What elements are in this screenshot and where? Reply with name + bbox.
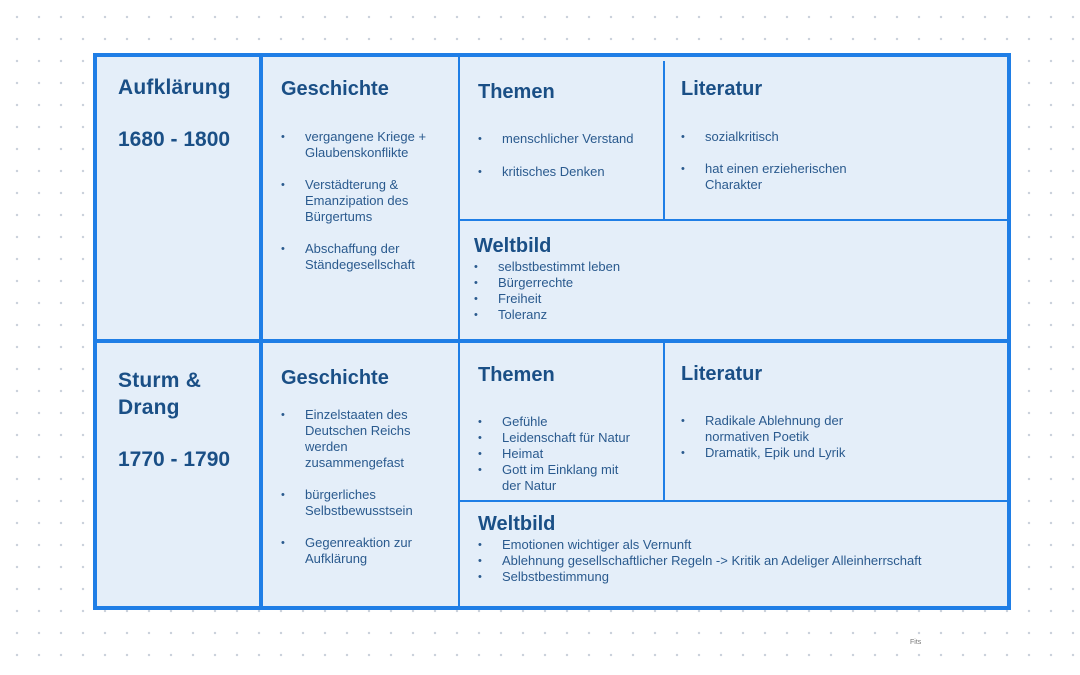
list-item: • selbstbestimmt leben bbox=[474, 259, 874, 275]
column-divider-geschichte bbox=[458, 57, 460, 606]
list-item: • Abschaffung der Ständegesellschaft bbox=[281, 241, 441, 273]
weltbild-list bbox=[474, 259, 874, 323]
list-item: • kritisches Denken bbox=[478, 164, 658, 180]
weltbild-divider-1 bbox=[460, 219, 1007, 221]
weltbild-list bbox=[478, 537, 998, 585]
geschichte-list bbox=[281, 407, 431, 567]
list-item: • Gott im Einklang mit der Natur bbox=[478, 462, 658, 494]
period-title: Aufklärung bbox=[118, 76, 231, 99]
themen-list bbox=[478, 131, 658, 180]
list-item: • menschlicher Verstand bbox=[478, 131, 658, 147]
list-item: • Heimat bbox=[478, 446, 658, 462]
column-divider-themen-2 bbox=[663, 343, 665, 501]
period-title: Sturm & Drang bbox=[118, 369, 202, 419]
list-item: • Selbstbestimmung bbox=[478, 569, 998, 585]
literatur-heading: Literatur bbox=[681, 363, 763, 385]
list-item: • Freiheit bbox=[474, 291, 874, 307]
period-years: 1770 - 1790 bbox=[118, 448, 231, 471]
weltbild-heading: Weltbild bbox=[474, 235, 552, 257]
weltbild-divider-2 bbox=[460, 500, 1007, 502]
list-item: • Dramatik, Epik und Lyrik bbox=[681, 445, 881, 461]
list-item: • Einzelstaaten des Deutschen Reichs werden zusammengefast bbox=[281, 407, 431, 471]
literatur-list bbox=[681, 413, 881, 461]
geschichte-heading: Geschichte bbox=[281, 78, 389, 100]
themen-heading: Themen bbox=[478, 364, 555, 386]
list-item: • Radikale Ablehnung der normativen Poetik bbox=[681, 413, 881, 445]
column-divider-period bbox=[259, 53, 263, 610]
list-item: • hat einen erzieherischen Charakter bbox=[681, 161, 881, 193]
literatur-heading: Literatur bbox=[681, 78, 763, 100]
footer-mark: Fits bbox=[910, 639, 922, 646]
list-item: • sozialkritisch bbox=[681, 129, 881, 145]
list-item: • Gegenreaktion zur Aufklärung bbox=[281, 535, 431, 567]
column-divider-themen-1 bbox=[663, 61, 665, 220]
list-item: • Emotionen wichtiger als Vernunft bbox=[478, 537, 998, 553]
list-item: • Verstädterung & Emanzipation des Bürgertums bbox=[281, 177, 441, 225]
list-item: • Ablehnung gesellschaftlicher Regeln -> Kritik an Adeliger Alleinherrschaft bbox=[478, 553, 998, 569]
list-item: • Toleranz bbox=[474, 307, 874, 323]
geschichte-heading: Geschichte bbox=[281, 367, 389, 389]
period-years: 1680 - 1800 bbox=[118, 128, 231, 151]
themen-list bbox=[478, 414, 658, 494]
list-item: • bürgerliches Selbstbewusstsein bbox=[281, 487, 431, 519]
list-item: • vergangene Kriege + Glaubenskonflikte bbox=[281, 129, 441, 161]
themen-heading: Themen bbox=[478, 81, 555, 103]
geschichte-list bbox=[281, 129, 441, 273]
weltbild-heading: Weltbild bbox=[478, 513, 556, 535]
list-item: • Gefühle bbox=[478, 414, 658, 430]
list-item: • Bürgerrechte bbox=[474, 275, 874, 291]
row-divider bbox=[93, 339, 1011, 343]
list-item: • Leidenschaft für Natur bbox=[478, 430, 658, 446]
literatur-list bbox=[681, 129, 881, 193]
